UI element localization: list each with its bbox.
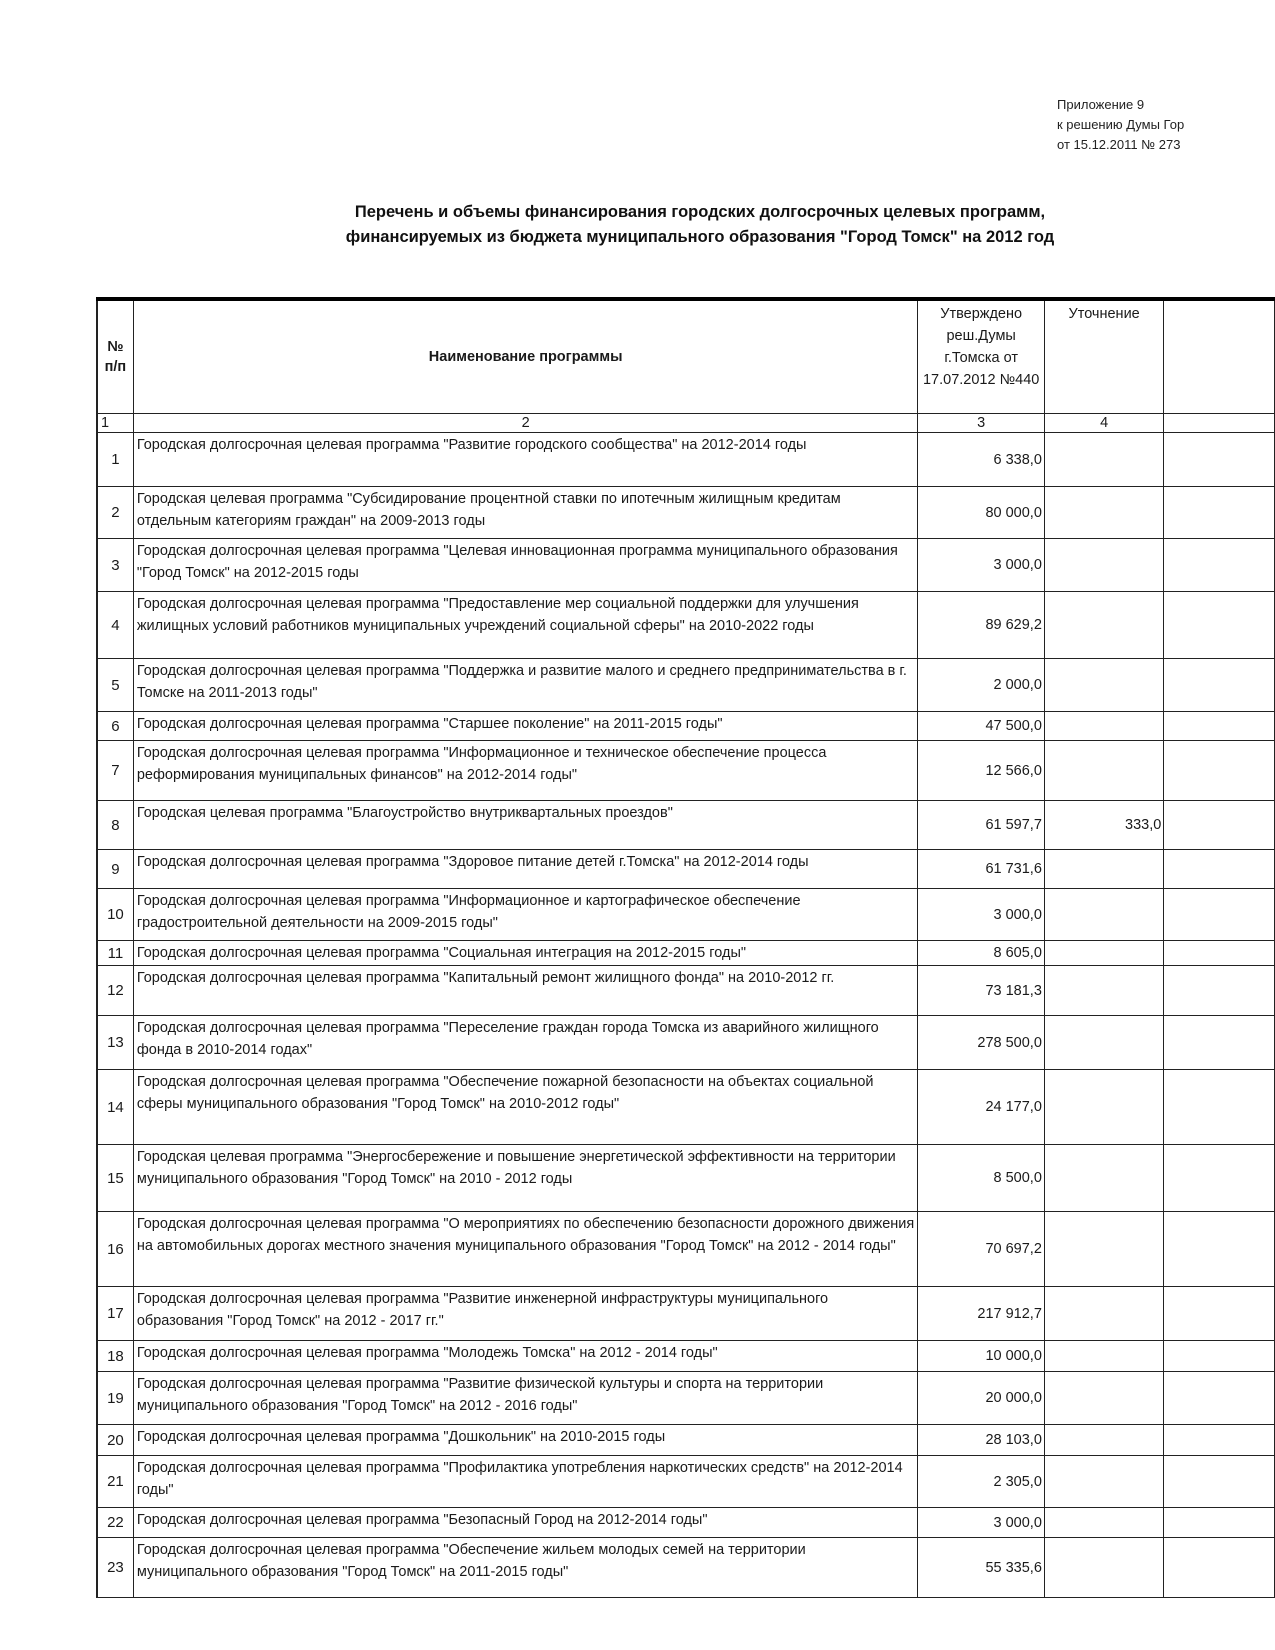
table-row bbox=[97, 659, 1275, 712]
col5-value bbox=[1164, 487, 1275, 539]
row-number: 5 bbox=[97, 659, 133, 712]
program-name: Городская долгосрочная целевая программа "Предоставление мер социальной поддержки для улучшения жилищных условий работников муниципальных учреждений социальной сферы" на 2010-2022 годы bbox=[133, 592, 918, 659]
row-number: 4 bbox=[97, 592, 133, 659]
table-row bbox=[97, 1341, 1275, 1372]
program-name: Городская долгосрочная целевая программа "Молодежь Томска" на 2012 - 2014 годы" bbox=[133, 1341, 918, 1372]
col5-value bbox=[1164, 1372, 1275, 1425]
header-col5 bbox=[1164, 299, 1275, 414]
table-row bbox=[97, 539, 1275, 592]
refinement-amount bbox=[1044, 433, 1163, 487]
approved-amount: 61 731,6 bbox=[918, 850, 1044, 889]
col5-value bbox=[1164, 889, 1275, 941]
col5-value bbox=[1164, 433, 1275, 487]
col5-value bbox=[1164, 1538, 1275, 1598]
col5-value bbox=[1164, 966, 1275, 1016]
approved-amount: 278 500,0 bbox=[918, 1016, 1044, 1070]
row-number: 22 bbox=[97, 1508, 133, 1538]
row-number: 8 bbox=[97, 801, 133, 850]
row-number: 1 bbox=[97, 433, 133, 487]
table-row bbox=[97, 889, 1275, 941]
col5-value bbox=[1164, 1341, 1275, 1372]
table-row bbox=[97, 966, 1275, 1016]
approved-amount: 73 181,3 bbox=[918, 966, 1044, 1016]
program-name: Городская долгосрочная целевая программа "Дошкольник" на 2010-2015 годы bbox=[133, 1425, 918, 1456]
table-row bbox=[97, 1372, 1275, 1425]
col5-value bbox=[1164, 850, 1275, 889]
col5-value bbox=[1164, 592, 1275, 659]
approved-amount: 10 000,0 bbox=[918, 1341, 1044, 1372]
program-name: Городская долгосрочная целевая программа "Переселение граждан города Томска из аварийного жилищного фонда в 2010-2014 годах" bbox=[133, 1016, 918, 1070]
header-number: № п/п bbox=[97, 299, 133, 414]
program-name: Городская долгосрочная целевая программа "Обеспечение жильем молодых семей на территории муниципального образования "Город Томск" на 2011-2015 годы" bbox=[133, 1538, 918, 1598]
column-number bbox=[1164, 414, 1275, 433]
refinement-amount bbox=[1044, 850, 1163, 889]
row-number: 19 bbox=[97, 1372, 133, 1425]
annex-line-3: от 15.12.2011 № 273 bbox=[1057, 137, 1181, 152]
program-name: Городская целевая программа "Благоустройство внутриквартальных проездов" bbox=[133, 801, 918, 850]
col5-value bbox=[1164, 801, 1275, 850]
col5-value bbox=[1164, 1212, 1275, 1287]
approved-amount: 2 305,0 bbox=[918, 1456, 1044, 1508]
refinement-amount bbox=[1044, 539, 1163, 592]
approved-amount: 8 605,0 bbox=[918, 941, 1044, 966]
refinement-amount: 333,0 bbox=[1044, 801, 1163, 850]
approved-amount: 28 103,0 bbox=[918, 1425, 1044, 1456]
approved-amount: 70 697,2 bbox=[918, 1212, 1044, 1287]
approved-amount: 89 629,2 bbox=[918, 592, 1044, 659]
table-row bbox=[97, 801, 1275, 850]
refinement-amount bbox=[1044, 1145, 1163, 1212]
row-number: 14 bbox=[97, 1070, 133, 1145]
col5-value bbox=[1164, 1456, 1275, 1508]
column-number: 2 bbox=[133, 414, 918, 433]
col5-value bbox=[1164, 1508, 1275, 1538]
table-row bbox=[97, 1212, 1275, 1287]
refinement-amount bbox=[1044, 1508, 1163, 1538]
header-approved: Утверждено реш.Думы г.Томска от 17.07.2012 №440 bbox=[918, 299, 1044, 414]
table-row bbox=[97, 592, 1275, 659]
refinement-amount bbox=[1044, 1538, 1163, 1598]
row-number: 6 bbox=[97, 712, 133, 741]
col5-value bbox=[1164, 1070, 1275, 1145]
annex-line-2: к решению Думы Гор bbox=[1057, 117, 1185, 132]
row-number: 17 bbox=[97, 1287, 133, 1341]
annex-line-1: Приложение 9 bbox=[1057, 97, 1145, 112]
approved-amount: 80 000,0 bbox=[918, 487, 1044, 539]
col5-value bbox=[1164, 539, 1275, 592]
refinement-amount bbox=[1044, 487, 1163, 539]
column-number: 4 bbox=[1044, 414, 1163, 433]
approved-amount: 55 335,6 bbox=[918, 1538, 1044, 1598]
col5-value bbox=[1164, 741, 1275, 801]
refinement-amount bbox=[1044, 941, 1163, 966]
program-name: Городская целевая программа "Субсидирование процентной ставки по ипотечным жилищным кредитам отдельным категориям граждан" на 2009-2013 годы bbox=[133, 487, 918, 539]
row-number: 16 bbox=[97, 1212, 133, 1287]
annex-reference bbox=[1057, 95, 1184, 155]
approved-amount: 6 338,0 bbox=[918, 433, 1044, 487]
program-name: Городская долгосрочная целевая программа "Информационное и картографическое обеспечение градостроительной деятельности на 2009-2015 годы" bbox=[133, 889, 918, 941]
approved-amount: 2 000,0 bbox=[918, 659, 1044, 712]
col5-value bbox=[1164, 941, 1275, 966]
row-number: 15 bbox=[97, 1145, 133, 1212]
program-name: Городская долгосрочная целевая программа "Развитие инженерной инфраструктуры муниципального образования "Город Томск" на 2012 - 2017 гг." bbox=[133, 1287, 918, 1341]
col5-value bbox=[1164, 1145, 1275, 1212]
program-name: Городская долгосрочная целевая программа "О мероприятиях по обеспечению безопасности дорожного движения на автомобильных дорогах местного значения муниципального образования "Город Томск" на 2012 - 2014 годы" bbox=[133, 1212, 918, 1287]
approved-amount: 3 000,0 bbox=[918, 1508, 1044, 1538]
col5-value bbox=[1164, 1425, 1275, 1456]
table-row bbox=[97, 1538, 1275, 1598]
program-name: Городская долгосрочная целевая программа "Профилактика употребления наркотических средств" на 2012-2014 годы" bbox=[133, 1456, 918, 1508]
table-row bbox=[97, 1425, 1275, 1456]
program-name: Городская долгосрочная целевая программа "Поддержка и развитие малого и среднего предпринимательства в г. Томске на 2011-2013 годы" bbox=[133, 659, 918, 712]
row-number: 21 bbox=[97, 1456, 133, 1508]
table-row bbox=[97, 850, 1275, 889]
column-number: 3 bbox=[918, 414, 1044, 433]
approved-amount: 3 000,0 bbox=[918, 539, 1044, 592]
refinement-amount bbox=[1044, 1372, 1163, 1425]
row-number: 20 bbox=[97, 1425, 133, 1456]
approved-amount: 61 597,7 bbox=[918, 801, 1044, 850]
table-row bbox=[97, 941, 1275, 966]
table-row bbox=[97, 1070, 1275, 1145]
row-number: 23 bbox=[97, 1538, 133, 1598]
table-row bbox=[97, 1508, 1275, 1538]
program-name: Городская долгосрочная целевая программа "Развитие физической культуры и спорта на территории муниципального образования "Город Томск" на 2012 - 2016 годы" bbox=[133, 1372, 918, 1425]
col5-value bbox=[1164, 712, 1275, 741]
table-row bbox=[97, 1287, 1275, 1341]
program-name: Городская долгосрочная целевая программа "Информационное и техническое обеспечение процесса реформирования муниципальных финансов" на 2012-2014 годы" bbox=[133, 741, 918, 801]
approved-amount: 24 177,0 bbox=[918, 1070, 1044, 1145]
program-name: Городская долгосрочная целевая программа "Здоровое питание детей г.Томска" на 2012-2014 годы bbox=[133, 850, 918, 889]
refinement-amount bbox=[1044, 1456, 1163, 1508]
title-line-1: Перечень и объемы финансирования городских долгосрочных целевых программ, bbox=[354, 203, 1046, 221]
program-name: Городская целевая программа "Энергосбережение и повышение энергетической эффективности на территории муниципального образования "Город Томск" на 2010 - 2012 годы bbox=[133, 1145, 918, 1212]
refinement-amount bbox=[1044, 592, 1163, 659]
column-number-row bbox=[97, 414, 1275, 433]
approved-amount: 217 912,7 bbox=[918, 1287, 1044, 1341]
table-row bbox=[97, 1145, 1275, 1212]
table-row bbox=[97, 1456, 1275, 1508]
approved-amount: 8 500,0 bbox=[918, 1145, 1044, 1212]
table-row bbox=[97, 433, 1275, 487]
refinement-amount bbox=[1044, 712, 1163, 741]
row-number: 7 bbox=[97, 741, 133, 801]
col5-value bbox=[1164, 1287, 1275, 1341]
table-body bbox=[97, 433, 1275, 1598]
table-row bbox=[97, 1016, 1275, 1070]
table-header-row bbox=[97, 299, 1275, 414]
col5-value bbox=[1164, 659, 1275, 712]
refinement-amount bbox=[1044, 1341, 1163, 1372]
document-title bbox=[200, 200, 1200, 250]
row-number: 11 bbox=[97, 941, 133, 966]
program-name: Городская долгосрочная целевая программа "Безопасный Город на 2012-2014 годы" bbox=[133, 1508, 918, 1538]
row-number: 9 bbox=[97, 850, 133, 889]
table-row bbox=[97, 712, 1275, 741]
table-row bbox=[97, 741, 1275, 801]
approved-amount: 20 000,0 bbox=[918, 1372, 1044, 1425]
row-number: 3 bbox=[97, 539, 133, 592]
refinement-amount bbox=[1044, 889, 1163, 941]
row-number: 10 bbox=[97, 889, 133, 941]
refinement-amount bbox=[1044, 1287, 1163, 1341]
approved-amount: 12 566,0 bbox=[918, 741, 1044, 801]
column-number: 1 bbox=[97, 414, 133, 433]
row-number: 12 bbox=[97, 966, 133, 1016]
approved-amount: 47 500,0 bbox=[918, 712, 1044, 741]
approved-amount: 3 000,0 bbox=[918, 889, 1044, 941]
refinement-amount bbox=[1044, 1070, 1163, 1145]
refinement-amount bbox=[1044, 1425, 1163, 1456]
header-program-name: Наименование программы bbox=[133, 299, 918, 414]
refinement-amount bbox=[1044, 1212, 1163, 1287]
program-name: Городская долгосрочная целевая программа "Развитие городского сообщества" на 2012-2014 годы bbox=[133, 433, 918, 487]
programs-table bbox=[96, 297, 1275, 1598]
refinement-amount bbox=[1044, 966, 1163, 1016]
row-number: 18 bbox=[97, 1341, 133, 1372]
table-row bbox=[97, 487, 1275, 539]
refinement-amount bbox=[1044, 1016, 1163, 1070]
header-refinement: Уточнение bbox=[1044, 299, 1163, 414]
title-line-2: финансируемых из бюджета муниципального образования "Город Томск" на 2012 год bbox=[345, 228, 1055, 246]
program-name: Городская долгосрочная целевая программа "Старшее поколение" на 2011-2015 годы" bbox=[133, 712, 918, 741]
program-name: Городская долгосрочная целевая программа "Целевая инновационная программа муниципального образования "Город Томск" на 2012-2015 годы bbox=[133, 539, 918, 592]
col5-value bbox=[1164, 1016, 1275, 1070]
program-name: Городская долгосрочная целевая программа "Социальная интеграция на 2012-2015 годы" bbox=[133, 941, 918, 966]
row-number: 13 bbox=[97, 1016, 133, 1070]
refinement-amount bbox=[1044, 741, 1163, 801]
program-name: Городская долгосрочная целевая программа "Капитальный ремонт жилищного фонда" на 2010-2012 гг. bbox=[133, 966, 918, 1016]
refinement-amount bbox=[1044, 659, 1163, 712]
program-name: Городская долгосрочная целевая программа "Обеспечение пожарной безопасности на объектах социальной сферы муниципального образования "Город Томск" на 2010-2012 годы" bbox=[133, 1070, 918, 1145]
row-number: 2 bbox=[97, 487, 133, 539]
